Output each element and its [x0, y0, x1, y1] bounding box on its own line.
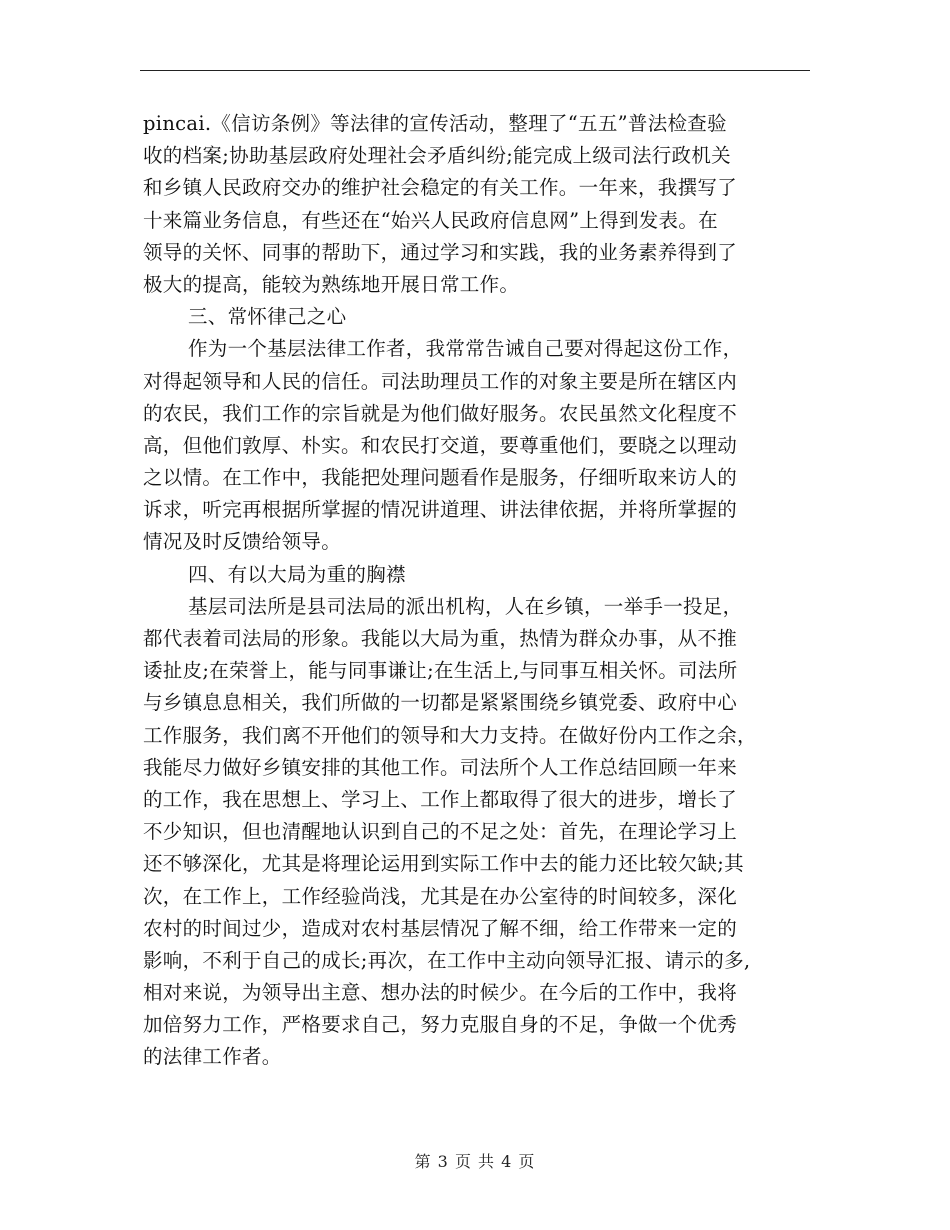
paragraph-line-indented: 基层司法所是县司法局的派出机构，人在乡镇，一举手一投足， — [188, 594, 743, 618]
paragraph-line: 不少知识，但也清醒地认识到自己的不足之处：首先，在理论学习上 — [143, 820, 738, 844]
document-body — [143, 108, 815, 1074]
paragraph-line: 还不够深化，尤其是将理论运用到实际工作中去的能力还比较欠缺;其 — [143, 852, 744, 876]
paragraph-line: 的农民，我们工作的宗旨就是为他们做好服务。农民虽然文化程度不 — [143, 401, 738, 425]
paragraph-line-indented: 四、有以大局为重的胸襟 — [188, 562, 406, 586]
paragraph-line: 的法律工作者。 — [143, 1045, 282, 1069]
paragraph-line: 工作服务，我们离不开他们的领导和大力支持。在做好份内工作之余， — [143, 723, 757, 747]
paragraph-line: 相对来说，为领导出主意、想办法的时候少。在今后的工作中，我将 — [143, 981, 738, 1005]
page-footer: 第 3 页 共 4 页 — [414, 1152, 536, 1171]
paragraph-line: 高，但他们敦厚、朴实。和农民打交道，要尊重他们，要晓之以理动 — [143, 433, 738, 457]
paragraph-line: 十来篇业务信息，有些还在“始兴人民政府信息网”上得到发表。在 — [143, 208, 718, 232]
paragraph-line: 和乡镇人民政府交办的维护社会稳定的有关工作。一年来，我撰写了 — [143, 176, 738, 200]
paragraph-line: 加倍努力工作，严格要求自己，努力克服自身的不足，争做一个优秀 — [143, 1013, 738, 1037]
paragraph-line: 对得起领导和人民的信任。司法助理员工作的对象主要是所在辖区内 — [143, 369, 738, 393]
paragraph-line: 与乡镇息息相关，我们所做的一切都是紧紧围绕乡镇党委、政府中心 — [143, 691, 738, 715]
header-rule — [140, 70, 810, 71]
paragraph-line-indented: 三、常怀律己之心 — [188, 305, 347, 329]
paragraph-line: 诿扯皮;在荣誉上，能与同事谦让;在生活上,与同事互相关怀。司法所 — [143, 659, 738, 683]
paragraph-line: 农村的时间过少，造成对农村基层情况了解不细，给工作带来一定的 — [143, 916, 738, 940]
paragraph-line: pincai.《信访条例》等法律的宣传活动，整理了“五五”普法检查验 — [143, 112, 727, 135]
paragraph-line: 的工作，我在思想上、学习上、工作上都取得了很大的进步，增长了 — [143, 787, 738, 811]
paragraph-line: 诉求，听完再根据所掌握的情况讲道理、讲法律依据，并将所掌握的 — [143, 498, 738, 522]
paragraph-line: 情况及时反馈给领导。 — [143, 530, 342, 554]
paragraph-line: 领导的关怀、同事的帮助下，通过学习和实践，我的业务素养得到了 — [143, 240, 738, 264]
paragraph-line: 我能尽力做好乡镇安排的其他工作。司法所个人工作总结回顾一年来 — [143, 755, 738, 779]
paragraph-line: 收的档案;协助基层政府处理社会矛盾纠纷;能完成上级司法行政机关 — [143, 144, 731, 168]
paragraph-line: 极大的提高，能较为熟练地开展日常工作。 — [143, 272, 520, 296]
paragraph-line: 都代表着司法局的形象。我能以大局为重，热情为群众办事，从不推 — [143, 627, 738, 650]
paragraph-line-indented: 作为一个基层法律工作者，我常常告诫自己要对得起这份工作， — [188, 337, 743, 361]
paragraph-line: 之以情。在工作中，我能把处理问题看作是服务，仔细听取来访人的 — [143, 466, 738, 490]
paragraph-line: 次，在工作上，工作经验尚浅，尤其是在办公室待的时间较多，深化 — [143, 884, 738, 908]
paragraph-line: 影响，不利于自己的成长;再次，在工作中主动向领导汇报、请示的多, — [143, 948, 751, 972]
